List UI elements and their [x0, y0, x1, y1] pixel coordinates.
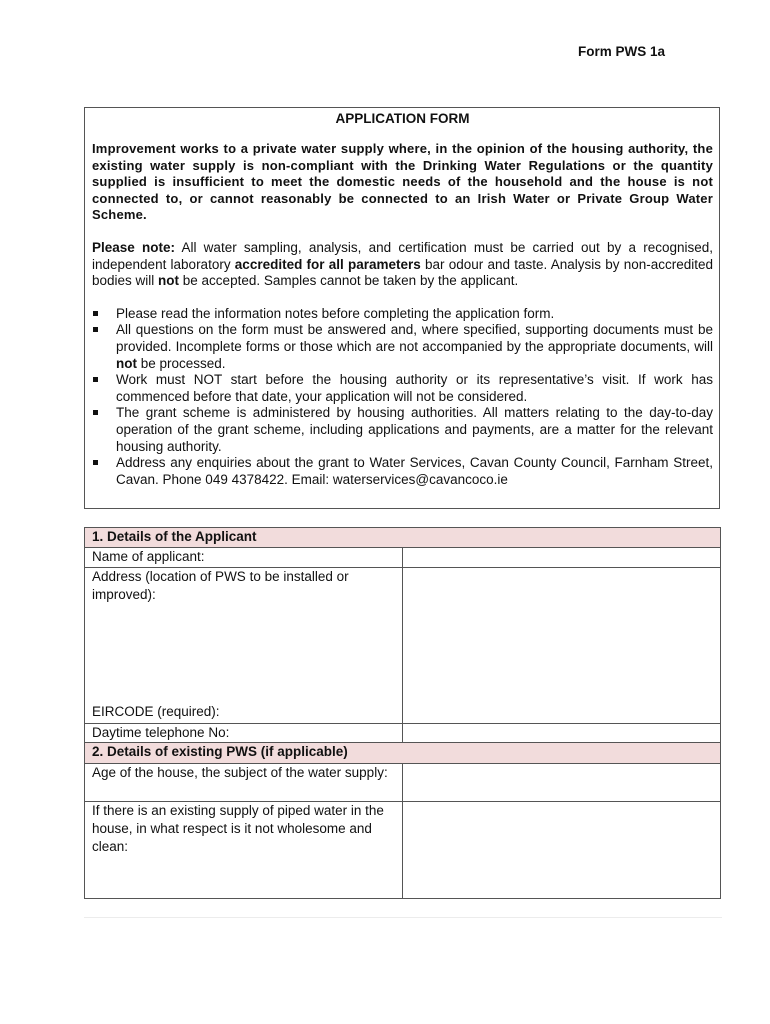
list-item — [92, 322, 713, 372]
note-text-1: All water sampling, analysis, and certification must be carried out by a recognised, independent laboratory — [92, 239, 714, 272]
phone-row — [85, 724, 721, 743]
applicant-details-table — [84, 527, 721, 899]
note-text-2: bar odour and taste. Analysis by non-accredited bodies will — [92, 256, 713, 289]
list-item-bold: not — [116, 355, 137, 371]
please-note-paragraph — [92, 240, 713, 290]
phone-label: Daytime telephone No: — [85, 724, 403, 743]
note-label: Please note: — [92, 239, 175, 255]
section-2-heading: 2. Details of existing PWS (if applicable) — [85, 743, 721, 764]
page-divider — [84, 917, 722, 918]
address-row — [85, 568, 721, 724]
list-item — [92, 372, 713, 405]
list-item-text: Please read the information notes before completing the application form. — [116, 305, 555, 321]
list-item-text: The grant scheme is administered by housing authorities. All matters relating to the day-to-day operation of the grant scheme, including applications and payments, are a matter for the relevant housing authority. — [116, 405, 713, 454]
piped-water-field[interactable] — [403, 802, 721, 899]
list-item-text: All questions on the form must be answered and, where specified, supporting documents must be provided. Incomplete forms or those which are not accompanied by the appropriate documents, will — [116, 322, 713, 354]
list-item — [92, 405, 713, 455]
piped-water-label: If there is an existing supply of piped water in the house, in what respect is it not wholesome and clean: — [85, 802, 403, 899]
name-field[interactable] — [403, 548, 721, 568]
bullet-icon — [93, 460, 98, 465]
note-bold-2: not — [158, 273, 180, 289]
list-item — [92, 306, 713, 323]
scheme-description: Improvement works to a private water supply where, in the opinion of the housing authority, the existing water supply is non-compliant with the Drinking Water Regulations or the quantity supplied is insufficient to meet the domestic needs of the household and the house is not connected to, or cannot reasonably be connected to an Irish Water or Private Group Water Scheme. — [92, 141, 713, 223]
information-box — [84, 107, 720, 509]
form-title: APPLICATION FORM — [335, 111, 470, 126]
note-text-3: be accepted. Samples cannot be taken by the applicant. — [179, 273, 519, 289]
bullet-icon — [93, 311, 98, 316]
note-bold-1: accredited for all parameters — [234, 256, 421, 272]
bullet-icon — [93, 327, 98, 332]
list-item-text: Work must NOT start before the housing authority or its representative’s visit. If work has commenced before that date, your application will not be considered. — [116, 372, 713, 404]
bullet-icon — [93, 377, 98, 382]
section-2-heading-row — [85, 743, 721, 764]
list-item — [92, 455, 713, 488]
address-field[interactable] — [403, 568, 721, 724]
name-label: Name of applicant: — [85, 548, 403, 568]
section-1-heading-row — [85, 528, 721, 548]
address-cell — [85, 568, 403, 724]
house-age-row — [85, 764, 721, 802]
instructions-list — [92, 306, 713, 489]
section-1-heading: 1. Details of the Applicant — [85, 528, 721, 548]
bullet-icon — [93, 410, 98, 415]
eircode-label: EIRCODE (required): — [92, 704, 220, 719]
piped-water-row — [85, 802, 721, 899]
address-label: Address (location of PWS to be installed or improved): — [92, 569, 349, 602]
list-item-text: Address any enquiries about the grant to Water Services, Cavan County Council, Farnham Street, Cavan. Phone 049 4378422. Email: waterservices@cavancoco.ie — [116, 455, 713, 487]
house-age-field[interactable] — [403, 764, 721, 802]
form-code: Form PWS 1a — [578, 44, 666, 59]
name-row — [85, 548, 721, 568]
list-item-text-after: be processed. — [137, 355, 226, 371]
phone-field[interactable] — [403, 724, 721, 743]
house-age-label: Age of the house, the subject of the water supply: — [85, 764, 403, 802]
